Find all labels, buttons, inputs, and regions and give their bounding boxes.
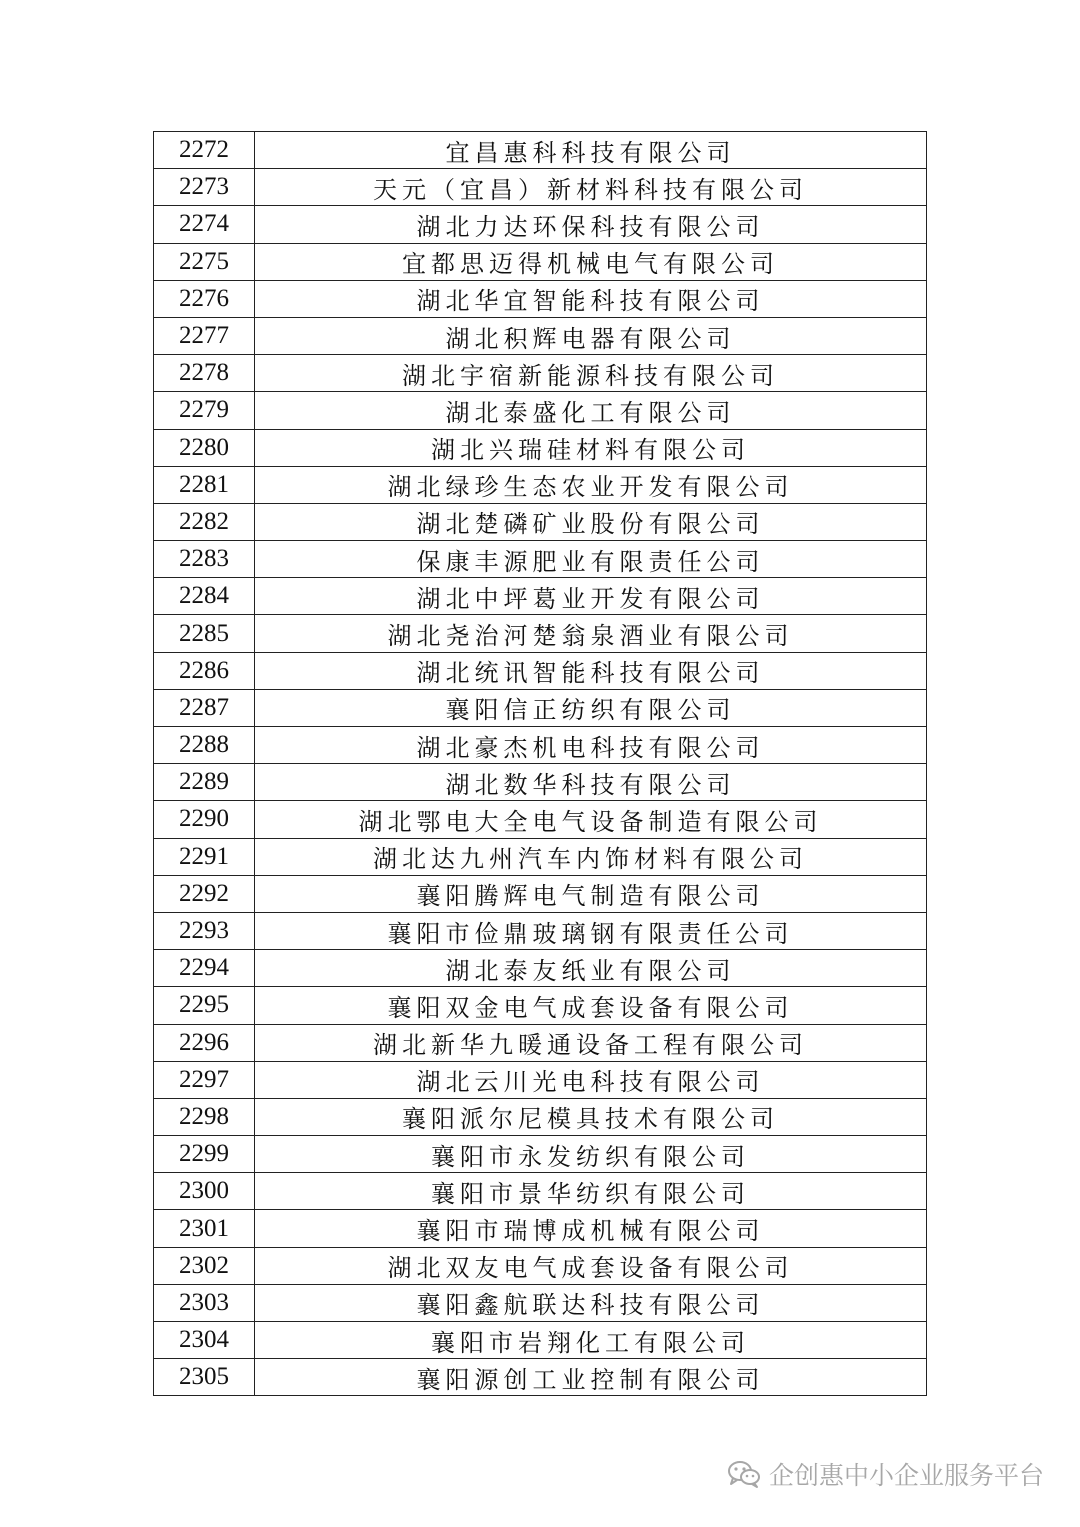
table-row <box>154 503 927 540</box>
row-number: 2278 <box>154 355 255 392</box>
company-name: 湖北数华科技有限公司 <box>255 764 927 801</box>
table-row <box>154 727 927 764</box>
row-number: 2279 <box>154 392 255 429</box>
row-number: 2292 <box>154 875 255 912</box>
company-name: 湖北尧治河楚翁泉酒业有限公司 <box>255 615 927 652</box>
table-row <box>154 1061 927 1098</box>
row-number: 2273 <box>154 169 255 206</box>
row-number: 2277 <box>154 317 255 354</box>
company-name: 襄阳市俭鼎玻璃钢有限责任公司 <box>255 912 927 949</box>
table-row <box>154 1098 927 1135</box>
table-row <box>154 392 927 429</box>
table-row <box>154 578 927 615</box>
table-row <box>154 950 927 987</box>
table-row <box>154 1247 927 1284</box>
table-row <box>154 875 927 912</box>
table-row <box>154 132 927 169</box>
row-number: 2281 <box>154 466 255 503</box>
row-number: 2298 <box>154 1098 255 1135</box>
table-row <box>154 987 927 1024</box>
row-number: 2303 <box>154 1284 255 1321</box>
table-row <box>154 169 927 206</box>
company-name: 湖北楚磷矿业股份有限公司 <box>255 503 927 540</box>
table-row <box>154 1024 927 1061</box>
row-number: 2283 <box>154 541 255 578</box>
company-name: 湖北达九州汽车内饰材料有限公司 <box>255 838 927 875</box>
watermark <box>727 1458 1044 1490</box>
company-name: 襄阳市岩翔化工有限公司 <box>255 1322 927 1359</box>
row-number: 2272 <box>154 132 255 169</box>
row-number: 2297 <box>154 1061 255 1098</box>
company-name: 天元（宜昌）新材料科技有限公司 <box>255 169 927 206</box>
table-row <box>154 652 927 689</box>
company-name: 湖北兴瑞硅材料有限公司 <box>255 429 927 466</box>
table-row <box>154 206 927 243</box>
company-name: 湖北绿珍生态农业开发有限公司 <box>255 466 927 503</box>
row-number: 2276 <box>154 280 255 317</box>
company-name: 湖北统讯智能科技有限公司 <box>255 652 927 689</box>
table-row <box>154 912 927 949</box>
row-number: 2299 <box>154 1136 255 1173</box>
table-row <box>154 764 927 801</box>
table-row <box>154 466 927 503</box>
company-name: 湖北泰盛化工有限公司 <box>255 392 927 429</box>
row-number: 2284 <box>154 578 255 615</box>
row-number: 2275 <box>154 243 255 280</box>
row-number: 2300 <box>154 1173 255 1210</box>
company-name: 襄阳市景华纺织有限公司 <box>255 1173 927 1210</box>
company-name: 湖北积辉电器有限公司 <box>255 317 927 354</box>
table-row <box>154 1173 927 1210</box>
row-number: 2304 <box>154 1322 255 1359</box>
table-row <box>154 541 927 578</box>
company-name: 襄阳腾辉电气制造有限公司 <box>255 875 927 912</box>
company-name: 襄阳市永发纺织有限公司 <box>255 1136 927 1173</box>
table-row <box>154 1210 927 1247</box>
row-number: 2293 <box>154 912 255 949</box>
company-name: 湖北华宜智能科技有限公司 <box>255 280 927 317</box>
table-row <box>154 1284 927 1321</box>
wechat-icon <box>727 1459 761 1489</box>
row-number: 2295 <box>154 987 255 1024</box>
company-name: 襄阳市瑞博成机械有限公司 <box>255 1210 927 1247</box>
table-row <box>154 838 927 875</box>
row-number: 2305 <box>154 1359 255 1396</box>
table-row <box>154 1136 927 1173</box>
company-name: 湖北力达环保科技有限公司 <box>255 206 927 243</box>
row-number: 2301 <box>154 1210 255 1247</box>
company-name: 宜昌惠科科技有限公司 <box>255 132 927 169</box>
row-number: 2296 <box>154 1024 255 1061</box>
table-row <box>154 243 927 280</box>
table-row <box>154 429 927 466</box>
table-row <box>154 1359 927 1396</box>
company-name: 襄阳派尔尼模具技术有限公司 <box>255 1098 927 1135</box>
table-row <box>154 689 927 726</box>
table-row <box>154 355 927 392</box>
company-name: 宜都思迈得机械电气有限公司 <box>255 243 927 280</box>
row-number: 2289 <box>154 764 255 801</box>
company-name: 湖北豪杰机电科技有限公司 <box>255 727 927 764</box>
company-name: 湖北双友电气成套设备有限公司 <box>255 1247 927 1284</box>
row-number: 2280 <box>154 429 255 466</box>
company-name: 湖北泰友纸业有限公司 <box>255 950 927 987</box>
company-name: 湖北宇宿新能源科技有限公司 <box>255 355 927 392</box>
watermark-text: 企创惠中小企业服务平台 <box>768 1461 1044 1490</box>
table-row <box>154 801 927 838</box>
company-name: 湖北鄂电大全电气设备制造有限公司 <box>255 801 927 838</box>
company-list-table <box>153 131 927 1396</box>
row-number: 2287 <box>154 689 255 726</box>
row-number: 2282 <box>154 503 255 540</box>
row-number: 2294 <box>154 950 255 987</box>
row-number: 2288 <box>154 727 255 764</box>
row-number: 2274 <box>154 206 255 243</box>
company-name: 湖北云川光电科技有限公司 <box>255 1061 927 1098</box>
table-body <box>154 132 927 1396</box>
company-name: 湖北中坪葛业开发有限公司 <box>255 578 927 615</box>
row-number: 2286 <box>154 652 255 689</box>
company-name: 襄阳鑫航联达科技有限公司 <box>255 1284 927 1321</box>
company-name: 襄阳源创工业控制有限公司 <box>255 1359 927 1396</box>
table-row <box>154 317 927 354</box>
table-row <box>154 280 927 317</box>
company-name: 湖北新华九暖通设备工程有限公司 <box>255 1024 927 1061</box>
company-name: 襄阳双金电气成套设备有限公司 <box>255 987 927 1024</box>
company-name: 襄阳信正纺织有限公司 <box>255 689 927 726</box>
row-number: 2285 <box>154 615 255 652</box>
row-number: 2291 <box>154 838 255 875</box>
table-row <box>154 615 927 652</box>
company-name: 保康丰源肥业有限责任公司 <box>255 541 927 578</box>
table-row <box>154 1322 927 1359</box>
row-number: 2302 <box>154 1247 255 1284</box>
row-number: 2290 <box>154 801 255 838</box>
